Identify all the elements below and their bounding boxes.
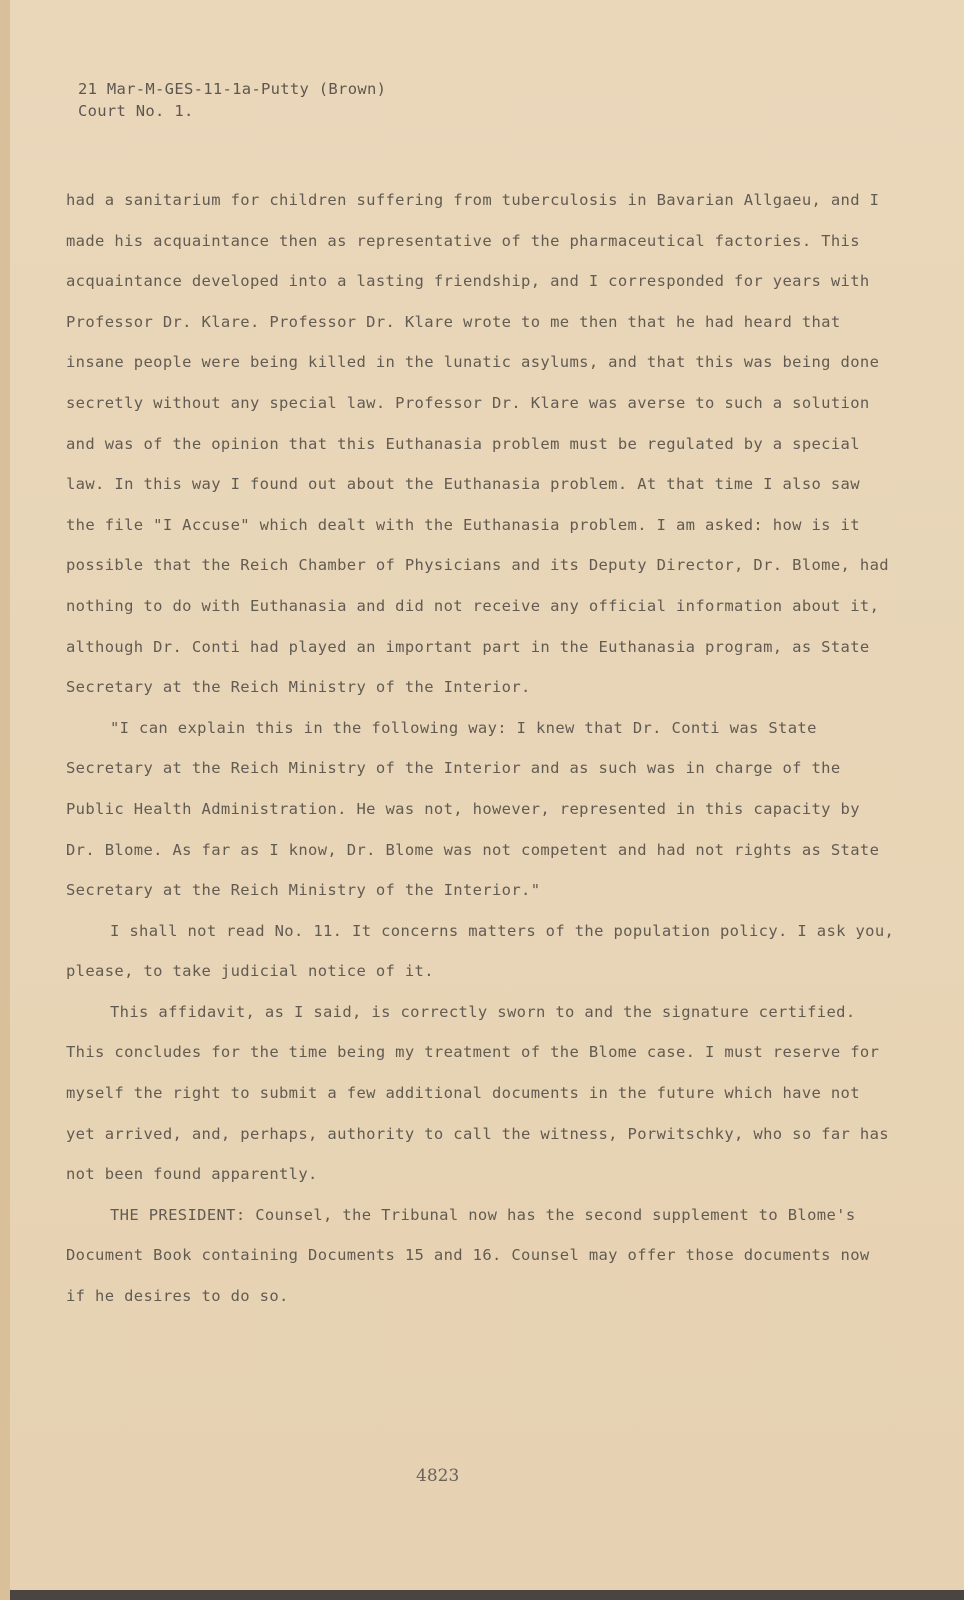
document-body <box>66 180 896 1317</box>
paragraph-5: THE PRESIDENT: Counsel, the Tribunal now has the second supplement to Blome's Document Book containing Documents 15 and 16. Counsel may offer those documents now if he desires to do so. <box>66 1205 870 1306</box>
header-court-line: Court No. 1. <box>78 102 194 120</box>
page-number: 4823 <box>416 1466 460 1486</box>
paragraph-4: This affidavit, as I said, is correctly sworn to and the signature certified. This concludes for the time being my treatment of the Blome case. I must reserve for myself the right to submit a few additional documents in the future which have not yet arrived, and, perhaps, authority to call the witness, Porwitschky, who so far has not been found apparently. <box>66 1002 889 1184</box>
paragraph-3: I shall not read No. 11. It concerns matters of the population policy. I ask you, please, to take judicial notice of it. <box>66 921 895 981</box>
header-reference-line: 21 Mar-M-GES-11-1a-Putty (Brown) <box>78 80 387 98</box>
paragraph-2: "I can explain this in the following way: I knew that Dr. Conti was State Secretary at the Reich Ministry of the Interior and as such was in charge of the Public Health Administration. He was not, however, represented in this capacity by Dr. Blome. As far as I know, Dr. Blome was not competent and had not rights as State Secretary at the Reich Ministry of the Interior." <box>66 718 880 900</box>
document-header <box>78 78 386 122</box>
paragraph-1: had a sanitarium for children suffering from tuberculosis in Bavarian Allgaeu, and I made his acquaintance then as representative of the pharmaceutical factories. This acquaintance developed into a lasting friendship, and I corresponded for years with Professor Dr. Klare. Professor Dr. Klare wrote to me then that he had heard that insane people were being killed in the lunatic asylums, and that this was being done secretly without any special law. Professor Dr. Klare was averse to such a solution and was of the opinion that this Euthanasia problem must be regulated by a special law. In this way I found out about the Euthanasia problem. At that time I also saw the file "I Accuse" which dealt with the Euthanasia problem. I am asked: how is it possible that the Reich Chamber of Physicians and its Deputy Director, Dr. Blome, had nothing to do with Euthanasia and did not receive any official information about it, although Dr. Conti had played an important part in the Euthanasia program, as State Secretary at the Reich Ministry of the Interior. <box>66 191 889 697</box>
scan-edge <box>10 1590 964 1600</box>
